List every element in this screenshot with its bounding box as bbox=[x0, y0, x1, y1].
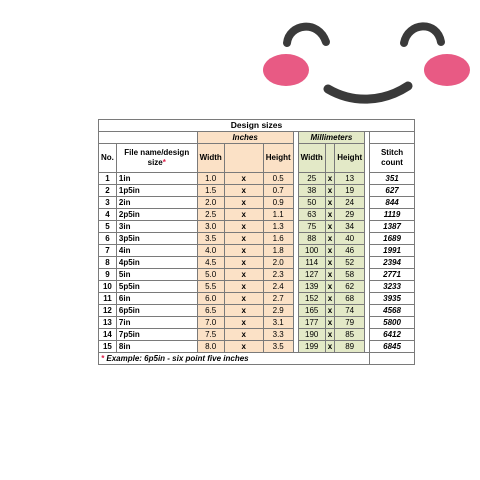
stitch-count-cell: 6412 bbox=[370, 329, 415, 341]
row-number: 2 bbox=[99, 185, 117, 197]
height-in-cell: 1.1 bbox=[263, 209, 293, 221]
footnote-row bbox=[99, 353, 415, 365]
file-name-cell: 3in bbox=[116, 221, 197, 233]
design-sizes-table bbox=[98, 119, 415, 365]
height-mm-cell: 24 bbox=[335, 197, 365, 209]
separator-x: x bbox=[325, 221, 334, 233]
separator-x: x bbox=[224, 329, 263, 341]
separator-x: x bbox=[325, 197, 334, 209]
blank-cell bbox=[325, 144, 334, 173]
stitch-count-cell: 351 bbox=[370, 173, 415, 185]
height-mm-cell: 85 bbox=[335, 329, 365, 341]
height-mm-cell: 89 bbox=[335, 341, 365, 353]
file-name-cell: 5p5in bbox=[116, 281, 197, 293]
row-number: 9 bbox=[99, 269, 117, 281]
separator-x: x bbox=[224, 197, 263, 209]
file-name-cell: 2p5in bbox=[116, 209, 197, 221]
separator-x: x bbox=[224, 173, 263, 185]
file-name-cell: 2in bbox=[116, 197, 197, 209]
height-in-cell: 0.7 bbox=[263, 185, 293, 197]
width-mm-cell: 75 bbox=[298, 221, 325, 233]
file-name-header-text: File name/design size bbox=[124, 148, 190, 167]
width-in-cell: 1.5 bbox=[197, 185, 224, 197]
height-in-cell: 1.3 bbox=[263, 221, 293, 233]
asterisk-mark: * bbox=[101, 354, 105, 363]
blank-cell bbox=[224, 144, 263, 173]
height-mm-cell: 46 bbox=[335, 245, 365, 257]
stitch-count-cell: 2771 bbox=[370, 269, 415, 281]
col-header-height-in: Height bbox=[263, 144, 293, 173]
separator-x: x bbox=[224, 245, 263, 257]
separator-x: x bbox=[325, 209, 334, 221]
separator-x: x bbox=[224, 269, 263, 281]
right-eye-icon bbox=[404, 26, 441, 43]
file-name-cell: 6in bbox=[116, 293, 197, 305]
width-mm-cell: 63 bbox=[298, 209, 325, 221]
table-row bbox=[99, 293, 415, 305]
col-header-height-mm: Height bbox=[335, 144, 365, 173]
separator-x: x bbox=[325, 305, 334, 317]
width-in-cell: 8.0 bbox=[197, 341, 224, 353]
separator-x: x bbox=[325, 233, 334, 245]
table-row bbox=[99, 281, 415, 293]
file-name-cell: 1in bbox=[116, 173, 197, 185]
smile-mouth-icon bbox=[328, 86, 408, 99]
stitch-count-cell: 2394 bbox=[370, 257, 415, 269]
width-in-cell: 4.0 bbox=[197, 245, 224, 257]
stitch-count-cell: 1119 bbox=[370, 209, 415, 221]
stitch-count-cell: 844 bbox=[370, 197, 415, 209]
width-in-cell: 2.0 bbox=[197, 197, 224, 209]
height-mm-cell: 74 bbox=[335, 305, 365, 317]
row-number: 15 bbox=[99, 341, 117, 353]
table-row bbox=[99, 209, 415, 221]
stitch-count-cell: 6845 bbox=[370, 341, 415, 353]
table-row bbox=[99, 245, 415, 257]
height-mm-cell: 40 bbox=[335, 233, 365, 245]
separator-x: x bbox=[224, 281, 263, 293]
height-in-cell: 3.3 bbox=[263, 329, 293, 341]
separator-x: x bbox=[325, 329, 334, 341]
separator-x: x bbox=[325, 185, 334, 197]
left-cheek-icon bbox=[263, 54, 309, 86]
width-mm-cell: 50 bbox=[298, 197, 325, 209]
height-in-cell: 2.3 bbox=[263, 269, 293, 281]
row-number: 14 bbox=[99, 329, 117, 341]
table-row bbox=[99, 317, 415, 329]
stitch-count-cell: 627 bbox=[370, 185, 415, 197]
row-number: 5 bbox=[99, 221, 117, 233]
width-mm-cell: 199 bbox=[298, 341, 325, 353]
table-row bbox=[99, 329, 415, 341]
width-in-cell: 4.5 bbox=[197, 257, 224, 269]
col-header-no: No. bbox=[99, 144, 117, 173]
file-name-cell: 4in bbox=[116, 245, 197, 257]
file-name-cell: 7in bbox=[116, 317, 197, 329]
height-mm-cell: 29 bbox=[335, 209, 365, 221]
table-row bbox=[99, 257, 415, 269]
table-row bbox=[99, 221, 415, 233]
table-body bbox=[99, 173, 415, 353]
width-in-cell: 3.5 bbox=[197, 233, 224, 245]
height-in-cell: 2.4 bbox=[263, 281, 293, 293]
width-mm-cell: 190 bbox=[298, 329, 325, 341]
width-mm-cell: 165 bbox=[298, 305, 325, 317]
stitch-count-cell: 1991 bbox=[370, 245, 415, 257]
separator-x: x bbox=[325, 317, 334, 329]
row-number: 13 bbox=[99, 317, 117, 329]
separator-x: x bbox=[325, 293, 334, 305]
table-row bbox=[99, 341, 415, 353]
height-in-cell: 2.0 bbox=[263, 257, 293, 269]
height-in-cell: 1.6 bbox=[263, 233, 293, 245]
width-in-cell: 1.0 bbox=[197, 173, 224, 185]
separator-x: x bbox=[224, 293, 263, 305]
separator-x: x bbox=[224, 185, 263, 197]
col-header-width-in: Width bbox=[197, 144, 224, 173]
height-in-cell: 2.9 bbox=[263, 305, 293, 317]
width-in-cell: 5.5 bbox=[197, 281, 224, 293]
file-name-cell: 6p5in bbox=[116, 305, 197, 317]
separator-x: x bbox=[325, 281, 334, 293]
height-in-cell: 0.9 bbox=[263, 197, 293, 209]
height-in-cell: 3.5 bbox=[263, 341, 293, 353]
table-title-row bbox=[99, 120, 415, 132]
footnote-text: Example: 6p5in - six point five inches bbox=[106, 354, 249, 363]
separator-x: x bbox=[224, 257, 263, 269]
height-in-cell: 1.8 bbox=[263, 245, 293, 257]
height-mm-cell: 79 bbox=[335, 317, 365, 329]
separator-x: x bbox=[224, 233, 263, 245]
separator-x: x bbox=[224, 341, 263, 353]
separator-x: x bbox=[325, 269, 334, 281]
separator-x: x bbox=[325, 341, 334, 353]
width-mm-cell: 88 bbox=[298, 233, 325, 245]
stitch-count-cell: 3233 bbox=[370, 281, 415, 293]
height-mm-cell: 62 bbox=[335, 281, 365, 293]
stitch-count-cell: 4568 bbox=[370, 305, 415, 317]
col-header-stitch-count: Stitch count bbox=[370, 144, 415, 173]
footnote-cell bbox=[99, 353, 370, 365]
stitch-count-cell: 5800 bbox=[370, 317, 415, 329]
row-number: 12 bbox=[99, 305, 117, 317]
blank-cell bbox=[99, 132, 198, 144]
table-row bbox=[99, 233, 415, 245]
width-mm-cell: 177 bbox=[298, 317, 325, 329]
separator-x: x bbox=[325, 257, 334, 269]
stitch-count-cell: 1387 bbox=[370, 221, 415, 233]
width-mm-cell: 100 bbox=[298, 245, 325, 257]
inches-group-header: Inches bbox=[197, 132, 293, 144]
row-number: 10 bbox=[99, 281, 117, 293]
blank-cell bbox=[370, 353, 415, 365]
row-number: 4 bbox=[99, 209, 117, 221]
height-mm-cell: 68 bbox=[335, 293, 365, 305]
file-name-cell: 4p5in bbox=[116, 257, 197, 269]
width-mm-cell: 127 bbox=[298, 269, 325, 281]
width-in-cell: 2.5 bbox=[197, 209, 224, 221]
right-cheek-icon bbox=[424, 54, 470, 86]
table-row bbox=[99, 185, 415, 197]
unit-group-row bbox=[99, 132, 415, 144]
height-mm-cell: 19 bbox=[335, 185, 365, 197]
col-header-width-mm: Width bbox=[298, 144, 325, 173]
row-number: 3 bbox=[99, 197, 117, 209]
separator-x: x bbox=[224, 221, 263, 233]
table-row bbox=[99, 173, 415, 185]
col-header-file-name bbox=[116, 144, 197, 173]
height-mm-cell: 58 bbox=[335, 269, 365, 281]
height-in-cell: 0.5 bbox=[263, 173, 293, 185]
smiley-face-illustration bbox=[0, 0, 480, 115]
separator-x: x bbox=[325, 245, 334, 257]
table-title: Design sizes bbox=[99, 120, 415, 132]
width-in-cell: 7.5 bbox=[197, 329, 224, 341]
height-in-cell: 2.7 bbox=[263, 293, 293, 305]
width-mm-cell: 139 bbox=[298, 281, 325, 293]
table-row bbox=[99, 197, 415, 209]
width-in-cell: 6.5 bbox=[197, 305, 224, 317]
stitch-count-cell: 1689 bbox=[370, 233, 415, 245]
row-number: 8 bbox=[99, 257, 117, 269]
width-mm-cell: 152 bbox=[298, 293, 325, 305]
height-mm-cell: 34 bbox=[335, 221, 365, 233]
width-in-cell: 7.0 bbox=[197, 317, 224, 329]
width-in-cell: 6.0 bbox=[197, 293, 224, 305]
file-name-cell: 1p5in bbox=[116, 185, 197, 197]
row-number: 11 bbox=[99, 293, 117, 305]
stitch-count-cell: 3935 bbox=[370, 293, 415, 305]
separator-x: x bbox=[224, 317, 263, 329]
asterisk-mark: * bbox=[162, 158, 166, 167]
file-name-cell: 8in bbox=[116, 341, 197, 353]
width-mm-cell: 25 bbox=[298, 173, 325, 185]
row-number: 1 bbox=[99, 173, 117, 185]
width-in-cell: 5.0 bbox=[197, 269, 224, 281]
height-mm-cell: 52 bbox=[335, 257, 365, 269]
separator-x: x bbox=[224, 209, 263, 221]
width-in-cell: 3.0 bbox=[197, 221, 224, 233]
column-header-row bbox=[99, 144, 415, 173]
row-number: 7 bbox=[99, 245, 117, 257]
table-row bbox=[99, 305, 415, 317]
width-mm-cell: 38 bbox=[298, 185, 325, 197]
separator-x: x bbox=[224, 305, 263, 317]
millimeters-group-header: Millimeters bbox=[298, 132, 364, 144]
width-mm-cell: 114 bbox=[298, 257, 325, 269]
file-name-cell: 3p5in bbox=[116, 233, 197, 245]
left-eye-icon bbox=[287, 27, 326, 43]
file-name-cell: 7p5in bbox=[116, 329, 197, 341]
file-name-cell: 5in bbox=[116, 269, 197, 281]
height-in-cell: 3.1 bbox=[263, 317, 293, 329]
height-mm-cell: 13 bbox=[335, 173, 365, 185]
blank-cell bbox=[370, 132, 415, 144]
table-row bbox=[99, 269, 415, 281]
separator-x: x bbox=[325, 173, 334, 185]
row-number: 6 bbox=[99, 233, 117, 245]
